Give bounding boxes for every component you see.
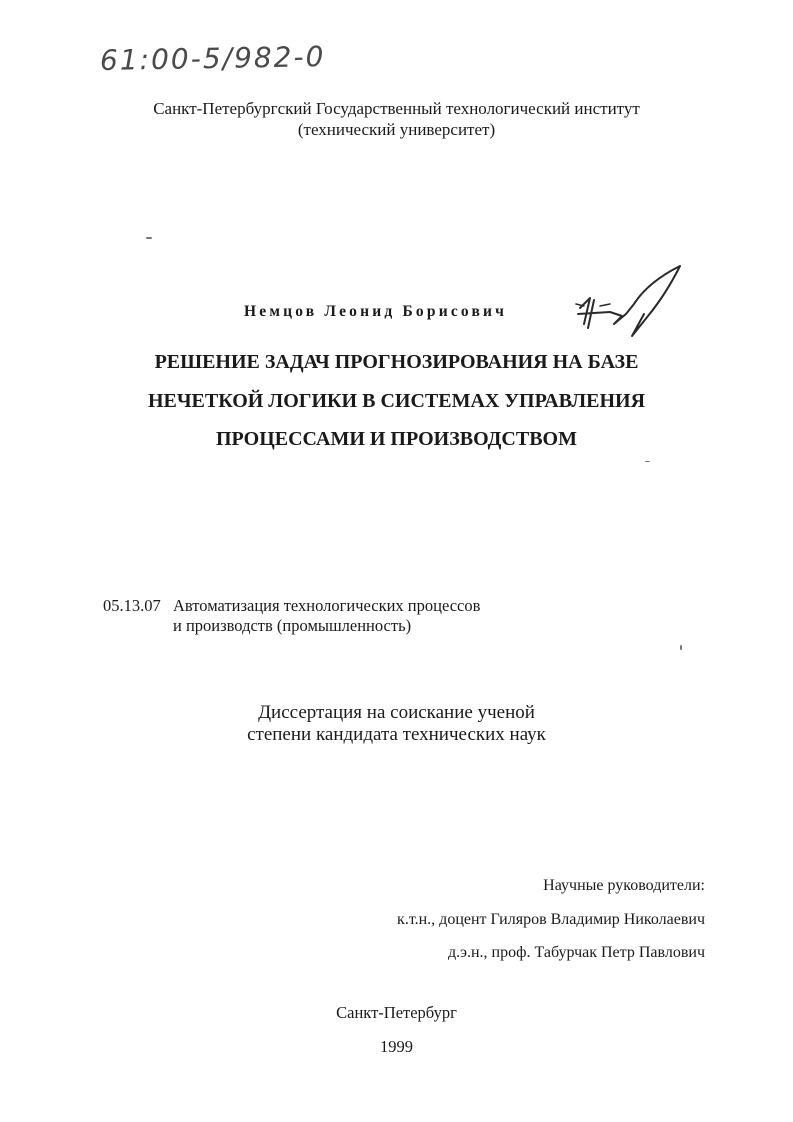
scan-speck: [680, 645, 682, 650]
supervisor-1: к.т.н., доцент Гиляров Владимир Николаевич: [397, 911, 705, 928]
scan-speck: [645, 461, 650, 462]
dissertation-line-1: Диссертация на соискание ученой: [258, 702, 535, 723]
year: 1999: [380, 1037, 413, 1056]
specialty-line-1: Автоматизация технологических процессов: [173, 596, 481, 615]
title-line-3: ПРОЦЕССАМИ И ПРОИЗВОДСТВОМ: [216, 428, 577, 450]
institute-line-2: (технический университет): [297, 120, 496, 139]
title-line-2: НЕЧЕТКОЙ ЛОГИКИ В СИСТЕМАХ УПРАВЛЕНИЯ: [147, 390, 646, 412]
author-name: Немцов Леонид Борисович: [244, 303, 508, 320]
supervisors-heading: Научные руководители:: [543, 877, 705, 894]
scan-speck: [146, 237, 152, 239]
institute-name: [0, 98, 793, 140]
city: Санкт-Петербург: [336, 1003, 457, 1022]
archive-code-handwritten: 61:00-5/982-0: [99, 40, 326, 77]
supervisor-2: д.э.н., проф. Табурчак Петр Павлович: [447, 944, 705, 961]
dissertation-statement: [0, 702, 793, 746]
dissertation-line-2: степени кандидата технических наук: [247, 724, 546, 745]
title-line-1: РЕШЕНИЕ ЗАДАЧ ПРОГНОЗИРОВАНИЯ НА БАЗЕ: [154, 351, 639, 373]
specialty-block: [103, 596, 480, 636]
signature-image: [570, 264, 690, 354]
institute-line-1: Санкт-Петербургский Государственный технологический институт: [153, 99, 640, 118]
specialty-code: 05.13.07: [103, 596, 161, 615]
specialty-line-2: и производств (промышленность): [173, 616, 412, 635]
